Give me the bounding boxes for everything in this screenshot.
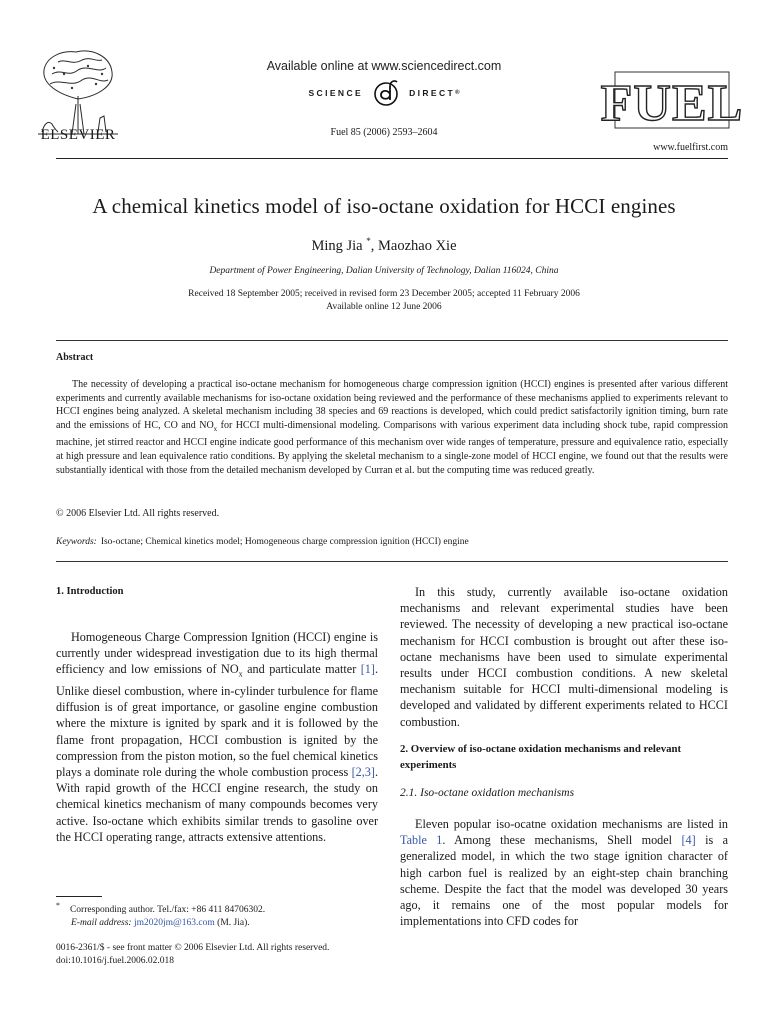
abstract-bottom-rule [56, 561, 728, 562]
ref-4-link[interactable]: [4] [681, 833, 696, 848]
footnote-tel: Corresponding author. Tel./fax: +86 411 84706302. [69, 905, 266, 916]
footnote-rule [56, 896, 102, 897]
keywords-label: Keywords: [56, 537, 97, 547]
ref-2-3-link[interactable]: [2,3] [351, 765, 375, 780]
mechanisms-paragraph: Eleven popular iso-ocatne oxidation mechanisms are listed in Table 1. Among these mechanisms, Shell model [4] is a generalized model, in which the two stage ignition character of high carbon fuel is realized by an eight-step chain branching scheme. Despite the fact that the model was developed 30 years ago, it remains one of the most popular models for implementations into CFD codes for [400, 817, 728, 929]
email-suffix: (M. Jia). [214, 917, 250, 928]
section-2-heading: 2. Overview of iso-octane oxidation mechanisms and relevant experiments [400, 743, 682, 771]
corresponding-mark[interactable]: * [366, 236, 371, 246]
corresponding-footnote [56, 900, 265, 929]
keywords [56, 537, 469, 547]
abstract-heading: Abstract [56, 352, 94, 363]
section-2-1-heading: 2.1. Iso-octane oxidation mechanisms [400, 787, 575, 799]
sd-left-word: SCIENCE [308, 88, 364, 98]
available-online-line[interactable]: Available online at www.sciencedirect.com [266, 59, 502, 73]
available-date: Available online 12 June 2006 [326, 302, 442, 312]
author-separator: , [370, 237, 378, 254]
affiliation: Department of Power Engineering, Dalian University of Technology, Dalian 116024, China [209, 266, 559, 276]
doi-line[interactable]: doi:10.1016/j.fuel.2006.02.018 [56, 955, 174, 966]
abstract-copyright: © 2006 Elsevier Ltd. All rights reserved. [56, 508, 220, 519]
email-label: E-mail address: [71, 917, 132, 928]
author-jia[interactable]: Ming Jia [311, 237, 363, 254]
section-1-heading: 1. Introduction [56, 586, 124, 597]
keywords-list: Iso-octane; Chemical kinetics model; Homogeneous charge compression ignition (HCCI) engine [100, 537, 469, 547]
journal-url[interactable]: www.fuelfirst.com [653, 142, 728, 153]
author-xie[interactable]: Maozhao Xie [378, 237, 457, 254]
abstract-text: The necessity of developing a practical iso-octane mechanism for homogeneous charge compression ignition (HCCI) engines is presented after various different experiments and currently available mechanisms for iso-octane oxidation being reviewed and the performance of these mechanisms applied to experiments relevant to HCCI engines being analyzed. A skeletal mechanism including 38 species and 69 reactions is developed, which could predict satisfactorily ignition timing, burn rate and the emissions of HC, CO and $NO_x$ for HCCI multi-dimensional modeling. Comparisons with various experiment data including shock tube, rapid compression machine, jet stirred reactor and HCCI engine indicate good performance of this mechanism over wide ranges of temperature, pressure and equivalence ratio, especially at high pressure and lean equivalence ratio conditions. By applying the skeletal mechanism to a single-zone model of HCCI engine, we found out that the results were substantially identical with those from the detailed mechanism developed by Curran et al. but the computing time was reduced greatly. [56, 379, 728, 476]
sd-at-icon [371, 78, 401, 108]
study-paragraph: In this study, currently available iso-octane oxidation mechanisms and relevant experimental studies have been reviewed. The necessity of developing a new practical iso-octane mechanism for HCCI combustion is brought out after these iso-octane mechanisms have been used to simulate experimental results under HCCI combustion conditions. A new skeletal mechanism suitable for HCCI multi-dimensional modeling is developed and validated by different experiments related to HCCI combustion. [400, 585, 728, 729]
fuel-journal-logo [600, 71, 744, 132]
issn-doi [56, 942, 329, 967]
sd-trademark: ® [455, 90, 460, 96]
abstract-top-rule [56, 340, 728, 341]
footnote-mark: * [56, 901, 60, 910]
author-list [0, 236, 768, 255]
journal-reference: Fuel 85 (2006) 2593–2604 [330, 127, 438, 138]
ref-1-link[interactable]: [1] [360, 662, 375, 677]
header-divider [56, 158, 728, 159]
publisher-name: ELSEVIER [40, 127, 116, 143]
received-dates: Received 18 September 2005; received in revised form 23 December 2005; accepted 11 February 2006 [188, 289, 580, 299]
article-title: A chemical kinetics model of iso-octane oxidation for HCCI engines [92, 194, 676, 218]
intro-paragraph: Homogeneous Charge Compression Ignition (HCCI) engine is currently under widespread investigation due to its high thermal efficiency and low emissions of $NO_x$ and particulate matter [1]. Unlike diesel combustion, where in-cylinder turbulence for flame diffusion is of great importance, or gasoline engine combustion where the mixture is ignited by spark and it is followed by the flame front propagation, HCCI combustion is ignited by the compression from the piston motion, so the fuel chemical kinetics plays a dominate role during the whole combustion process [2,3]. With rapid growth of the HCCI engine research, the study on chemical kinetics mechanism of many compounds becomes very active. Iso-octane which exhibits similar trends to gasoline over the HCCI operating range, attracts extensive attentions. [56, 630, 378, 844]
article-dates [0, 288, 768, 314]
fuel-logo-text: FUEL [600, 75, 744, 132]
sd-right-word: DIRECT [409, 88, 456, 98]
table-1-link[interactable]: Table 1 [400, 833, 443, 848]
author-email-link[interactable]: jm2020jm@163.com [133, 917, 215, 928]
issn-line: 0016-2361/$ - see front matter © 2006 Elsevier Ltd. All rights reserved. [56, 943, 330, 953]
